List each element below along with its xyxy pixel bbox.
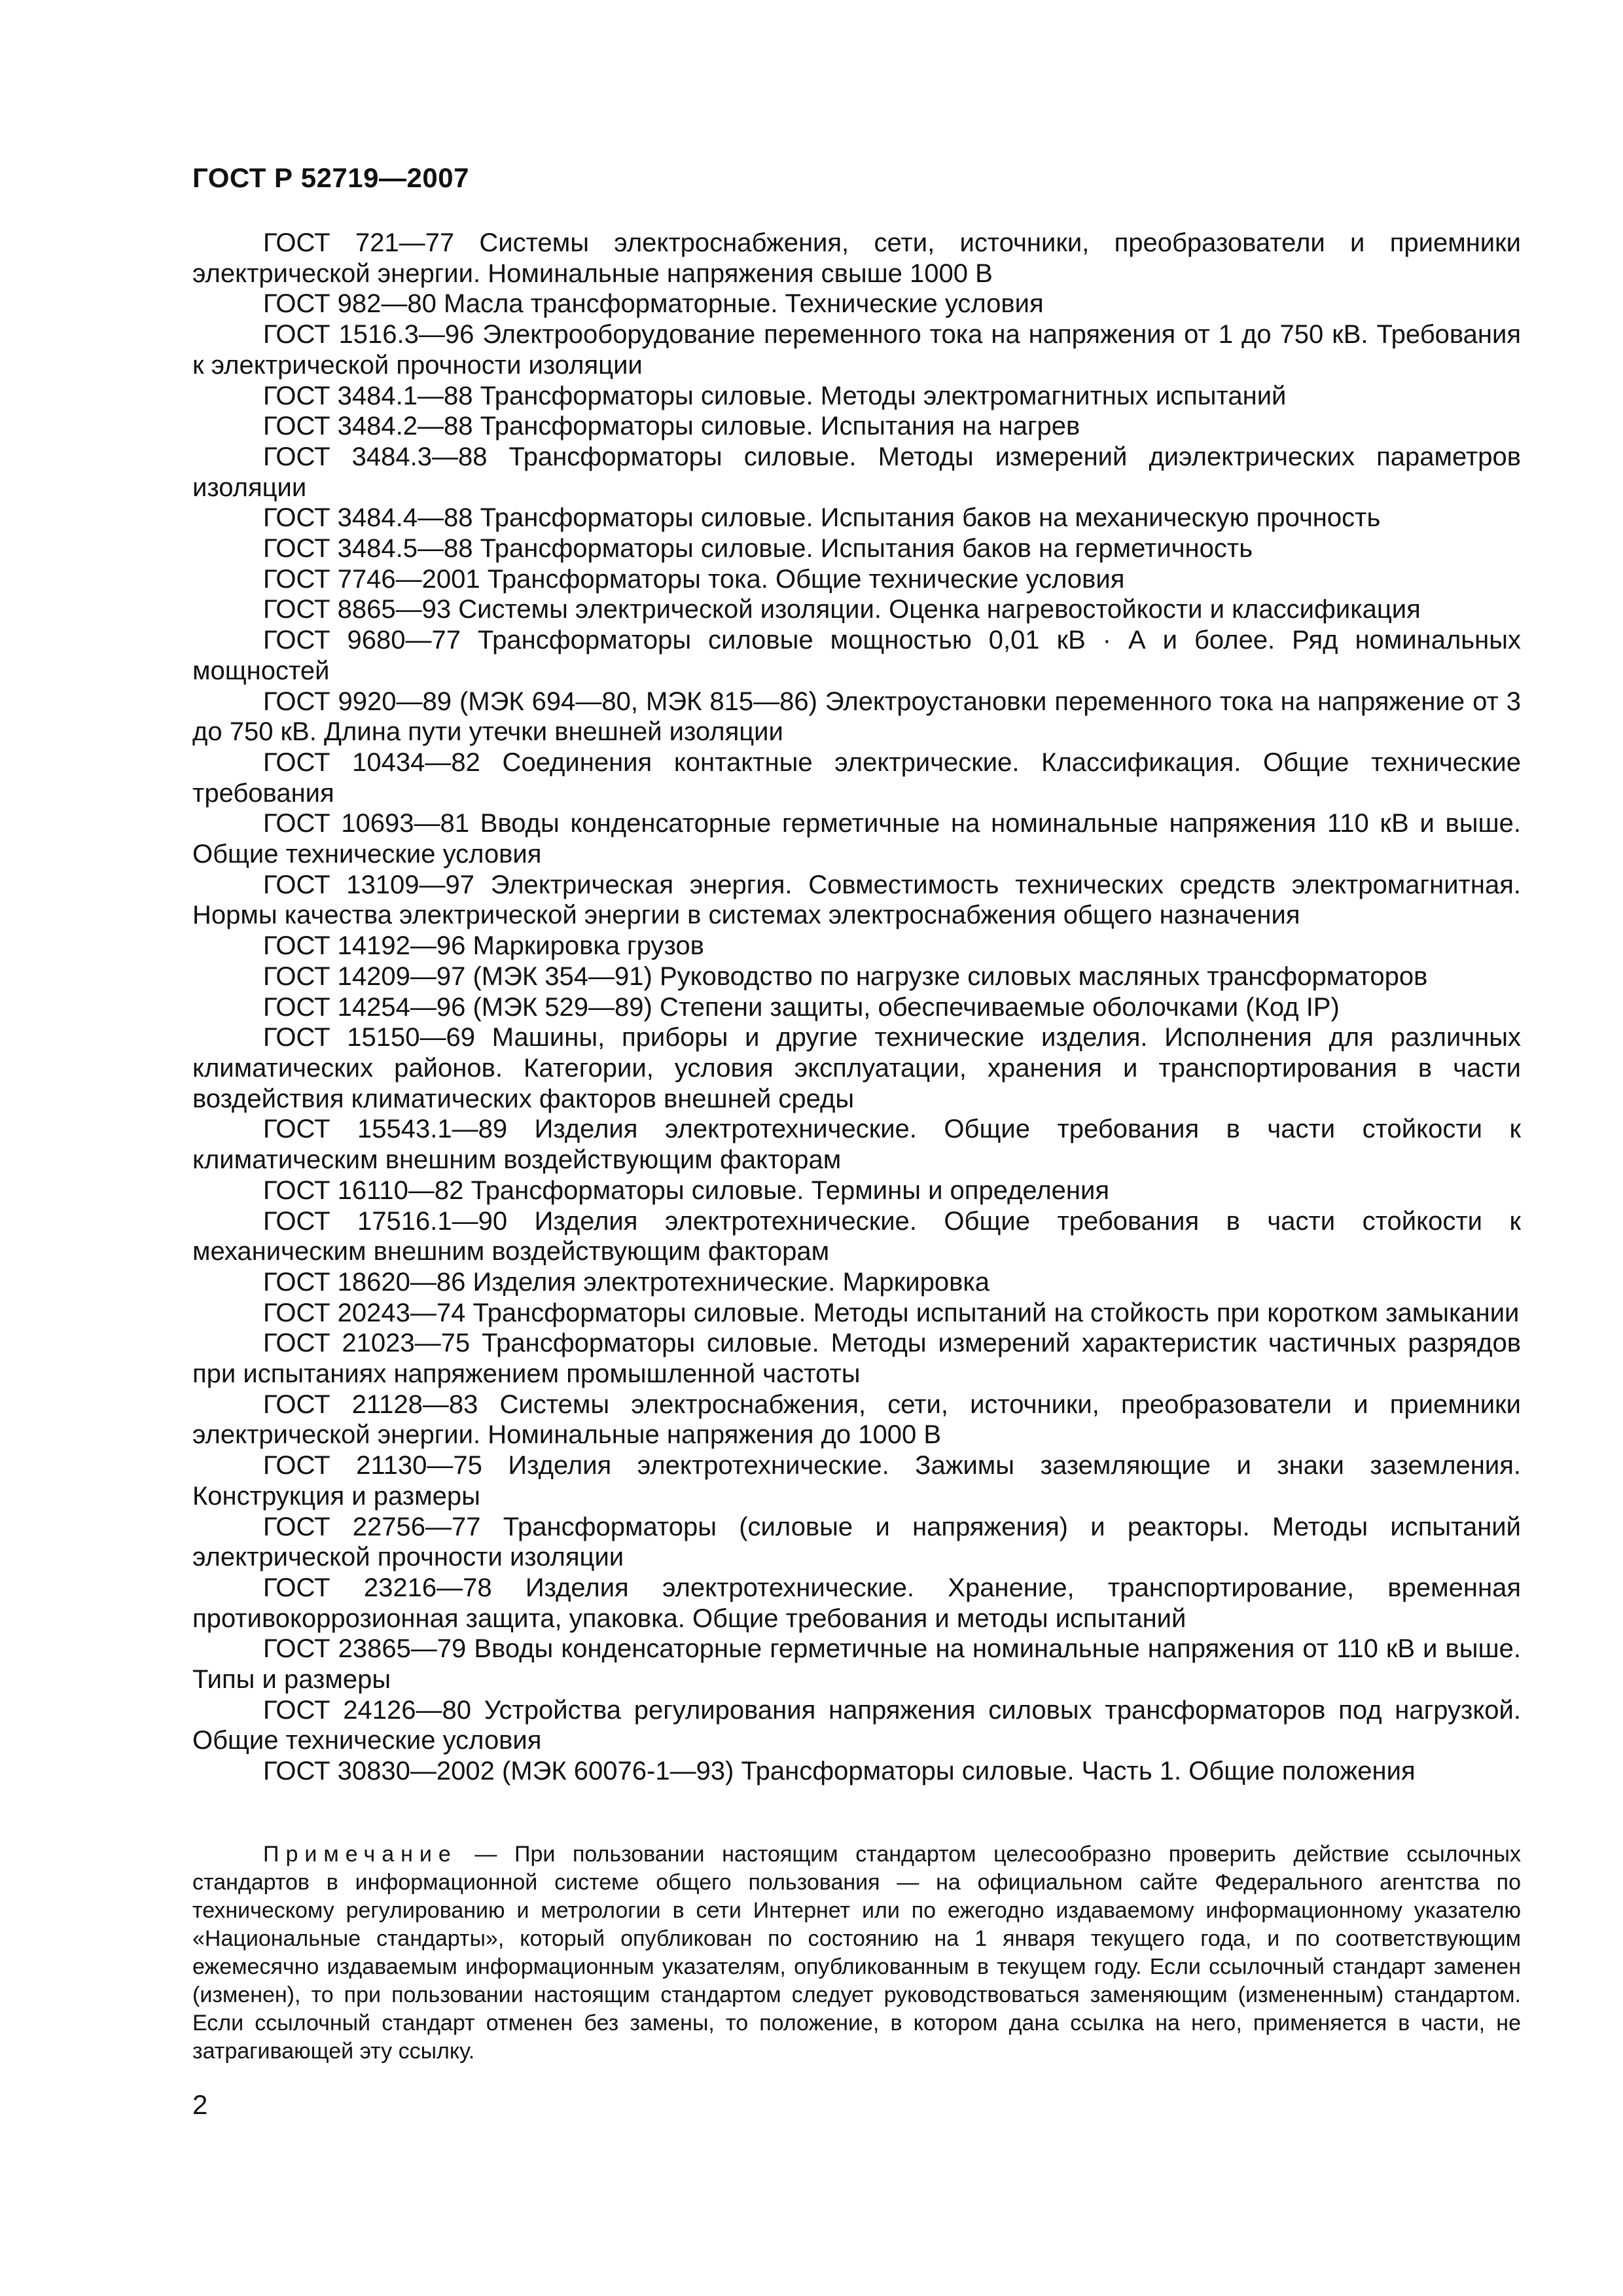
reference-item: ГОСТ 15543.1—89 Изделия электротехнические. Общие требования в части стойкости к климатическим внешним воздействующим факторам: [192, 1115, 1521, 1175]
reference-item: ГОСТ 22756—77 Трансформаторы (силовые и напряжения) и реакторы. Методы испытаний электрической прочности изоляции: [192, 1512, 1521, 1572]
reference-item: ГОСТ 23865—79 Вводы конденсаторные герметичные на номинальные напряжения от 110 кВ и выше. Типы и размеры: [192, 1634, 1521, 1695]
reference-item: ГОСТ 20243—74 Трансформаторы силовые. Методы испытаний на стойкость при коротком замыкании: [263, 1298, 1520, 1327]
normative-references-list: [192, 228, 1521, 1787]
reference-item: ГОСТ 14209—97 (МЭК 354—91) Руководство по нагрузке силовых масляных трансформаторов: [263, 961, 1428, 991]
document-header: ГОСТ Р 52719—2007: [192, 162, 469, 193]
reference-item: ГОСТ 8865—93 Системы электрической изоляции. Оценка нагревостойкости и классификация: [263, 595, 1421, 624]
reference-item: ГОСТ 16110—82 Трансформаторы силовые. Термины и определения: [263, 1175, 1110, 1205]
reference-item: ГОСТ 15150—69 Машины, приборы и другие технические изделия. Исполнения для различных климатических районов. Категории, условия эксплуатации, хранения и транспортирования в части воздействия климатических факторов внешней среды: [192, 1023, 1521, 1113]
reference-item: ГОСТ 3484.5—88 Трансформаторы силовые. Испытания баков на герметичность: [263, 534, 1253, 564]
note-text: — При пользовании настоящим стандартом целесообразно проверить действие ссылочных стандартов в информационной системе общего пользования — на официальном сайте Федерального агентства по техническому регулированию и метрологии в сети Интернет или по ежегодно издаваемому информационному указателю «Национальные стандарты», который опубликован по состоянию на 1 января текущего года, и по соответствующим ежемесячно издаваемым информационным указателям, опубликованным в текущем году. Если ссылочный стандарт заменен (изменен), то при пользовании настоящим стандартом следует руководствоваться заменяющим (измененным) стандартом. Если ссылочный стандарт отменен без замены, то положение, в котором дана ссылка на него, применяется в части, не затрагивающей эту ссылку.: [192, 1842, 1521, 2064]
reference-item: ГОСТ 30830—2002 (МЭК 60076-1—93) Трансформаторы силовые. Часть 1. Общие положения: [263, 1757, 1416, 1786]
reference-item: ГОСТ 982—80 Масла трансформаторные. Технические условия: [263, 289, 1044, 319]
reference-item: ГОСТ 23216—78 Изделия электротехнические. Хранение, транспортирование, временная противокоррозионная защита, упаковка. Общие требования и методы испытаний: [192, 1573, 1521, 1633]
note-label: Примечание: [263, 1842, 457, 1867]
reference-item: ГОСТ 24126—80 Устройства регулирования напряжения силовых трансформаторов под нагрузкой. Общие технические условия: [192, 1695, 1521, 1755]
reference-item: ГОСТ 3484.1—88 Трансформаторы силовые. Методы электромагнитных испытаний: [263, 381, 1287, 410]
reference-item: ГОСТ 9920—89 (МЭК 694—80, МЭК 815—86) Электроустановки переменного тока на напряжение от 3 до 750 кВ. Длина пути утечки внешней изоляции: [192, 687, 1521, 747]
reference-item: ГОСТ 9680—77 Трансформаторы силовые мощностью 0,01 кВ · А и более. Ряд номинальных мощностей: [192, 626, 1521, 685]
reference-item: ГОСТ 3484.4—88 Трансформаторы силовые. Испытания баков на механическую прочность: [263, 503, 1381, 533]
reference-item: ГОСТ 10693—81 Вводы конденсаторные герметичные на номинальные напряжения 110 кВ и выше. Общие технические условия: [192, 809, 1521, 869]
reference-item: ГОСТ 18620—86 Изделия электротехнические. Маркировка: [263, 1267, 990, 1297]
reference-item: ГОСТ 21130—75 Изделия электротехнические. Зажимы заземляющие и знаки заземления. Конструкция и размеры: [192, 1451, 1521, 1511]
reference-item: ГОСТ 14254—96 (МЭК 529—89) Степени защиты, обеспечиваемые оболочками (Код IP): [263, 992, 1340, 1022]
reference-item: ГОСТ 7746—2001 Трансформаторы тока. Общие технические условия: [263, 564, 1125, 594]
reference-item: ГОСТ 13109—97 Электрическая энергия. Совместимость технических средств электромагнитная. Нормы качества электрической энергии в системах электроснабжения общего назначения: [192, 870, 1521, 930]
note-paragraph: [192, 1840, 1521, 2066]
reference-item: ГОСТ 1516.3—96 Электрооборудование переменного тока на напряжения от 1 до 750 кВ. Требования к электрической прочности изоляции: [192, 320, 1521, 380]
reference-item: ГОСТ 21023—75 Трансформаторы силовые. Методы измерений характеристик частичных разрядов при испытаниях напряжением промышленной частоты: [192, 1329, 1521, 1389]
reference-item: ГОСТ 721—77 Системы электроснабжения, сети, источники, преобразователи и приемники электрической энергии. Номинальные напряжения свыше 1000 В: [192, 228, 1521, 288]
reference-item: ГОСТ 21128—83 Системы электроснабжения, сети, источники, преобразователи и приемники электрической энергии. Номинальные напряжения до 1000 В: [192, 1390, 1521, 1450]
page-number: 2: [192, 2089, 208, 2120]
reference-item: ГОСТ 10434—82 Соединения контактные электрические. Классификация. Общие технические требования: [192, 747, 1521, 808]
reference-item: ГОСТ 14192—96 Маркировка грузов: [263, 931, 704, 961]
reference-item: ГОСТ 17516.1—90 Изделия электротехнические. Общие требования в части стойкости к механическим внешним воздействующим факторам: [192, 1206, 1521, 1266]
reference-item: ГОСТ 3484.2—88 Трансформаторы силовые. Испытания на нагрев: [263, 412, 1080, 441]
reference-item: ГОСТ 3484.3—88 Трансформаторы силовые. Методы измерений диэлектрических параметров изоляции: [192, 442, 1521, 502]
